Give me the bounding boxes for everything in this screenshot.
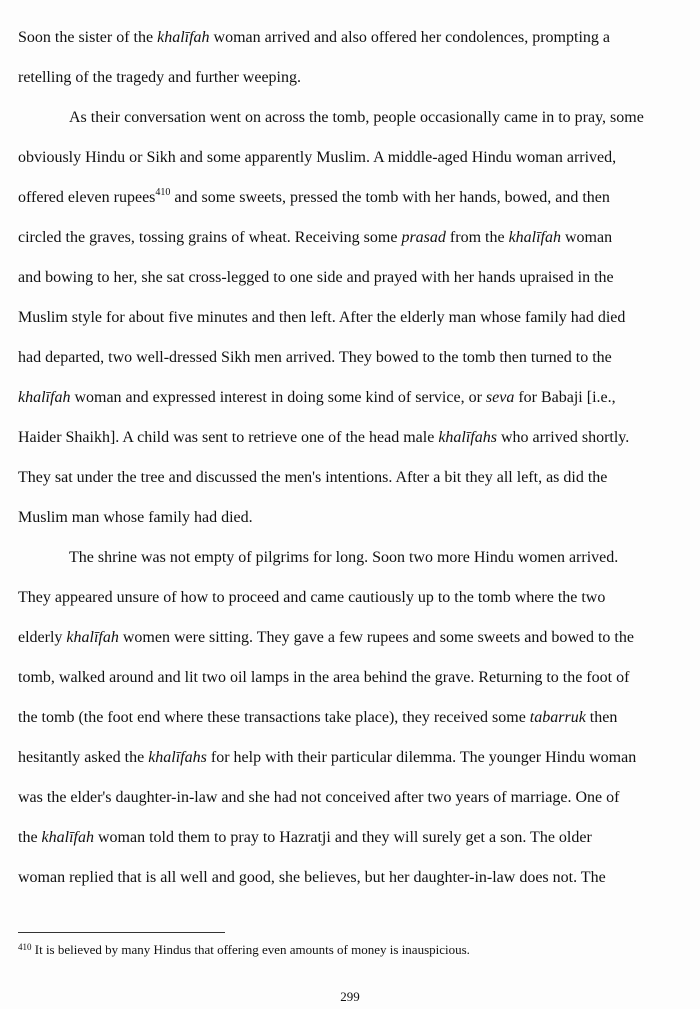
footnote-reference: 410 bbox=[155, 187, 171, 198]
text-segment: had departed, two well-dressed Sikh men arrived. They bowed to the tomb then turned to the bbox=[18, 349, 612, 366]
text-line bbox=[18, 188, 610, 208]
italic-term: khalīfahs bbox=[148, 749, 207, 766]
text-segment: elderly bbox=[18, 629, 67, 646]
text-segment: from the bbox=[445, 229, 509, 246]
footnote-text: It is believed by many Hindus that offering even amounts of money is inauspicious. bbox=[31, 942, 470, 957]
text-segment: tomb, walked around and lit two oil lamps in the area behind the grave. Returning to the foot of bbox=[18, 669, 630, 686]
footnote bbox=[18, 942, 470, 958]
text-segment: Soon the sister of the bbox=[18, 29, 158, 46]
italic-term: khalīfah bbox=[508, 229, 561, 246]
italic-term: khalīfah bbox=[66, 629, 119, 646]
text-line bbox=[69, 548, 618, 568]
text-line bbox=[18, 28, 610, 48]
text-line bbox=[18, 428, 629, 448]
text-segment: They appeared unsure of how to proceed and came cautiously up to the tomb where the two bbox=[18, 589, 606, 606]
text-line bbox=[18, 708, 617, 728]
text-segment: and bowing to her, she sat cross-legged to one side and prayed with her hands upraised in the bbox=[18, 269, 614, 286]
text-segment: offered eleven rupees bbox=[18, 189, 156, 206]
text-segment: then bbox=[585, 709, 618, 726]
text-line bbox=[18, 748, 636, 768]
text-segment: the tomb (the foot end where these transactions take place), they received some bbox=[18, 709, 530, 726]
page-number: 299 bbox=[340, 989, 360, 1004]
text-segment: the bbox=[18, 829, 42, 846]
text-line bbox=[18, 388, 616, 408]
text-line bbox=[18, 268, 614, 288]
text-line bbox=[18, 668, 629, 688]
text-line bbox=[18, 828, 592, 848]
text-line bbox=[18, 308, 625, 328]
text-line bbox=[18, 468, 607, 488]
text-line bbox=[18, 868, 606, 888]
text-segment: woman bbox=[561, 229, 613, 246]
text-segment: Haider Shaikh]. A child was sent to retrieve one of the head male bbox=[18, 429, 439, 446]
text-segment: who arrived shortly. bbox=[496, 429, 630, 446]
text-line bbox=[18, 228, 612, 248]
text-segment: Muslim style for about five minutes and then left. After the elderly man whose family had died bbox=[18, 309, 626, 326]
text-segment: retelling of the tragedy and further weeping. bbox=[18, 69, 301, 86]
footnote-divider bbox=[18, 932, 225, 933]
text-line bbox=[18, 588, 605, 608]
text-segment: circled the graves, tossing grains of wheat. Receiving some bbox=[18, 229, 402, 246]
italic-term: khalīfah bbox=[157, 29, 210, 46]
text-line bbox=[18, 68, 301, 88]
text-line bbox=[18, 508, 253, 528]
italic-term: prasad bbox=[401, 229, 446, 246]
text-segment: obviously Hindu or Sikh and some apparently Muslim. A middle-aged Hindu woman arrived, bbox=[18, 149, 617, 166]
text-segment: for Babaji [i.e., bbox=[514, 389, 616, 406]
text-segment: woman replied that is all well and good, she believes, but her daughter-in-law does not. The bbox=[18, 869, 606, 886]
text-line bbox=[18, 348, 612, 368]
text-segment: Muslim man whose family had died. bbox=[18, 509, 253, 526]
text-segment: woman and expressed interest in doing some kind of service, or bbox=[70, 389, 486, 406]
italic-term: seva bbox=[485, 389, 515, 406]
text-line bbox=[69, 108, 644, 128]
italic-term: khalīfahs bbox=[438, 429, 497, 446]
text-line bbox=[18, 628, 634, 648]
text-segment: The shrine was not empty of pilgrims for long. Soon two more Hindu women arrived. bbox=[69, 549, 619, 566]
text-line bbox=[18, 148, 616, 168]
text-segment: They sat under the tree and discussed the men's intentions. After a bit they all left, as did the bbox=[18, 469, 608, 486]
text-segment: was the elder's daughter-in-law and she had not conceived after two years of marriage. One of bbox=[18, 789, 620, 806]
footnote-number: 410 bbox=[18, 942, 32, 952]
text-segment: hesitantly asked the bbox=[18, 749, 149, 766]
italic-term: khalīfah bbox=[41, 829, 94, 846]
text-line bbox=[18, 788, 619, 808]
italic-term: khalīfah bbox=[18, 389, 71, 406]
text-segment: As their conversation went on across the tomb, people occasionally came in to pray, some bbox=[69, 109, 644, 126]
italic-term: tabarruk bbox=[529, 709, 586, 726]
text-segment: woman told them to pray to Hazratji and they will surely get a son. The older bbox=[93, 829, 592, 846]
text-segment: women were sitting. They gave a few rupees and some sweets and bowed to the bbox=[118, 629, 634, 646]
text-segment: woman arrived and also offered her condolences, prompting a bbox=[209, 29, 610, 46]
text-segment: for help with their particular dilemma. The younger Hindu woman bbox=[206, 749, 637, 766]
text-segment: and some sweets, pressed the tomb with her hands, bowed, and then bbox=[170, 189, 610, 206]
